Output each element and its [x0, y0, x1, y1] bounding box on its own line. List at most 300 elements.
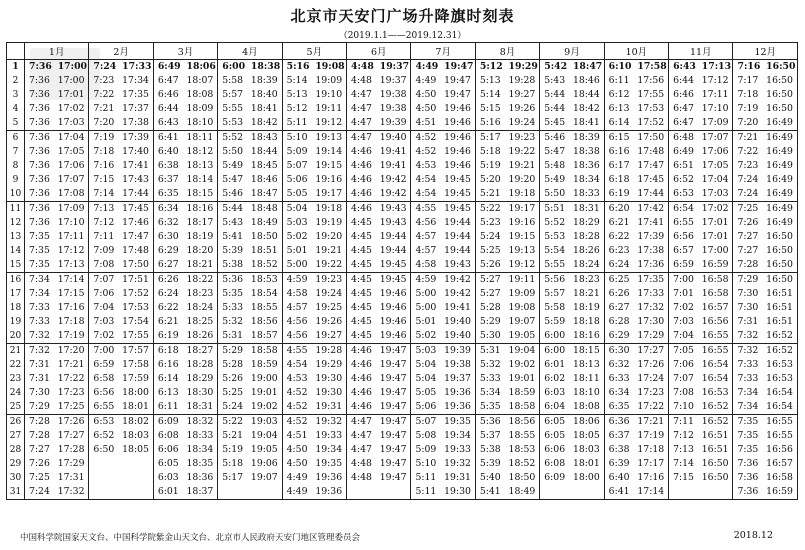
sunset-flag-lower-time: 17:16 — [636, 471, 668, 485]
sunset-flag-lower-time: 17:31 — [57, 471, 89, 485]
sunrise-flag-raise-time: 6:56 — [93, 387, 115, 398]
sunrise-flag-raise-time: 6:55 — [673, 217, 694, 228]
day-row — [7, 471, 798, 485]
sunset-flag-lower-time: 19:30 — [314, 372, 346, 386]
sunset-flag-lower-time: 17:02 — [57, 102, 89, 116]
sunset-flag-lower-time: 18:36 — [186, 471, 218, 485]
day-row — [7, 400, 798, 415]
sunset-flag-lower-time: 17:35 — [121, 88, 153, 102]
sunset-flag-lower-time: 17:10 — [57, 216, 89, 230]
sunrise-flag-raise-time: 7:18 — [737, 89, 759, 100]
sunset-flag-lower-time: 18:21 — [572, 287, 604, 301]
sunrise-flag-raise-time: 6:51 — [673, 160, 694, 171]
sunset-flag-lower-time: 19:28 — [314, 344, 346, 359]
sunrise-flag-raise-time: 7:04 — [673, 330, 694, 341]
day-row — [7, 429, 798, 443]
sunset-flag-lower-time: 17:23 — [57, 386, 89, 400]
sunrise-flag-raise-time: 6:22 — [608, 231, 630, 242]
sunset-flag-lower-time: 19:47 — [379, 443, 411, 457]
sunrise-flag-raise-time: 4:49 — [286, 472, 308, 483]
sunrise-flag-raise-time: 5:16 — [286, 61, 310, 72]
sunrise-flag-raise-time: 5:24 — [479, 231, 501, 242]
sunset-flag-lower-time: 17:51 — [121, 273, 153, 288]
sunrise-flag-raise-time: 5:06 — [415, 401, 437, 412]
sunset-flag-lower-time: 19:34 — [314, 443, 346, 457]
sunset-flag-lower-time: 17:01 — [701, 216, 733, 230]
sunrise-flag-raise-time: 7:35 — [733, 415, 765, 430]
sunrise-flag-raise-time: 6:23 — [608, 245, 630, 256]
day-number: 11 — [7, 202, 25, 217]
sunset-flag-lower-time: 19:16 — [508, 216, 540, 230]
sunset-flag-lower-time: 17:19 — [636, 429, 668, 443]
sunrise-flag-raise-time: 7:36 — [29, 188, 50, 199]
sunrise-flag-raise-time: 5:26 — [222, 373, 244, 384]
sunset-flag-lower-time: 16:49 — [765, 173, 797, 187]
sunset-flag-lower-time: 19:47 — [379, 457, 411, 471]
sunset-flag-lower-time: 19:17 — [508, 202, 540, 217]
sunrise-flag-raise-time: 5:39 — [479, 458, 501, 469]
sunset-flag-lower-time: 17:30 — [636, 315, 668, 329]
sunset-flag-lower-time: 18:26 — [572, 244, 604, 258]
sunset-flag-lower-time: 18:33 — [186, 429, 218, 443]
sunset-flag-lower-time: 16:54 — [701, 358, 733, 372]
sunrise-flag-raise-time: 6:47 — [673, 103, 694, 114]
sunset-flag-lower-time: 19:47 — [379, 386, 411, 400]
day-number: 7 — [7, 145, 25, 159]
sunrise-flag-raise-time: 7:28 — [737, 259, 759, 270]
sunset-flag-lower-time: 18:08 — [186, 88, 218, 102]
sunset-flag-lower-time: 18:23 — [186, 287, 218, 301]
sunrise-flag-raise-time: 7:12 — [93, 217, 115, 228]
sunrise-flag-raise-time: 5:35 — [479, 401, 501, 412]
sunset-flag-lower-time: 17:13 — [57, 258, 89, 273]
day-number: 24 — [7, 386, 25, 400]
day-number: 3 — [7, 88, 25, 102]
sunset-flag-lower-time: 18:44 — [572, 88, 604, 102]
sunrise-flag-raise-time: 5:57 — [222, 89, 244, 100]
sunrise-flag-raise-time: 5:28 — [479, 302, 501, 313]
sunrise-flag-raise-time: 6:19 — [608, 188, 630, 199]
sunset-flag-lower-time: 19:32 — [443, 457, 475, 471]
sunrise-flag-raise-time: 5:21 — [222, 430, 244, 441]
sunrise-flag-raise-time: 6:30 — [157, 231, 179, 242]
sunrise-flag-raise-time: 7:32 — [733, 344, 765, 359]
sunset-flag-lower-time: 17:50 — [636, 131, 668, 146]
sunset-flag-lower-time: 19:30 — [443, 485, 475, 500]
sunset-flag-lower-time: 16:56 — [701, 315, 733, 329]
day-number: 15 — [7, 258, 25, 273]
sunset-flag-lower-time: 17:58 — [121, 358, 153, 372]
sunrise-flag-raise-time: 6:27 — [157, 259, 179, 270]
sunrise-flag-raise-time: 6:24 — [608, 259, 630, 270]
sunset-flag-lower-time: 18:08 — [572, 400, 604, 415]
sunrise-flag-raise-time: 7:24 — [25, 485, 57, 500]
sunrise-flag-raise-time: 6:32 — [608, 359, 630, 370]
sunrise-flag-raise-time: 7:32 — [29, 330, 50, 341]
sunset-flag-lower-time: 18:59 — [508, 386, 540, 400]
sunrise-flag-raise-time — [89, 457, 121, 471]
sunset-flag-lower-time: 17:02 — [701, 202, 733, 217]
month-header: 8月 — [475, 43, 539, 60]
sunrise-flag-raise-time: 6:36 — [604, 415, 636, 430]
sunrise-flag-raise-time: 4:52 — [282, 415, 314, 430]
day-number: 2 — [7, 74, 25, 88]
day-number: 31 — [7, 485, 25, 500]
sunset-flag-lower-time: 19:44 — [443, 244, 475, 258]
sunset-flag-lower-time: 16:57 — [765, 457, 797, 471]
sunset-flag-lower-time: 16:50 — [765, 258, 797, 273]
sunrise-flag-raise-time: 4:55 — [411, 202, 443, 217]
sunset-flag-lower-time: 18:48 — [250, 202, 282, 217]
sunrise-flag-raise-time: 7:02 — [93, 330, 115, 341]
sunrise-flag-raise-time: 5:03 — [286, 217, 308, 228]
sunrise-flag-raise-time: 4:47 — [351, 89, 372, 100]
sunrise-flag-raise-time: 5:15 — [479, 103, 501, 114]
sunset-flag-lower-time: 19:16 — [314, 173, 346, 187]
sunrise-flag-raise-time: 4:48 — [351, 61, 374, 72]
sunset-flag-lower-time: 18:05 — [572, 429, 604, 443]
sunrise-flag-raise-time: 6:01 — [544, 359, 566, 370]
month-header: 6月 — [347, 43, 411, 60]
sunset-flag-lower-time: 19:47 — [443, 88, 475, 102]
day-row — [7, 187, 798, 202]
sunrise-flag-raise-time: 6:50 — [93, 444, 115, 455]
sunset-flag-lower-time: 17:59 — [121, 372, 153, 386]
sunset-flag-lower-time: 19:15 — [314, 159, 346, 173]
sunset-flag-lower-time: 18:30 — [186, 386, 218, 400]
sunrise-flag-raise-time: 4:45 — [347, 273, 379, 288]
day-number: 20 — [7, 329, 25, 344]
sunrise-flag-raise-time: 5:10 — [282, 131, 314, 146]
sunrise-flag-raise-time: 7:13 — [673, 444, 694, 455]
sunset-flag-lower-time: 16:50 — [765, 60, 797, 75]
sunset-flag-lower-time: 18:49 — [250, 216, 282, 230]
sunset-flag-lower-time: 18:13 — [186, 159, 218, 173]
sunrise-flag-raise-time: 6:43 — [157, 117, 179, 128]
sunrise-flag-raise-time: 6:30 — [604, 344, 636, 359]
sunrise-flag-raise-time: 5:33 — [479, 373, 501, 384]
sunset-flag-lower-time: 17:45 — [636, 173, 668, 187]
day-number: 29 — [7, 457, 25, 471]
day-header — [7, 43, 25, 60]
sunset-flag-lower-time: 18:38 — [250, 61, 281, 72]
sunset-flag-lower-time: 16:53 — [765, 372, 797, 386]
sunset-flag-lower-time: 16:58 — [765, 471, 797, 485]
sunset-flag-lower-time: 16:50 — [701, 471, 733, 485]
sunset-flag-lower-time: 18:28 — [572, 230, 604, 244]
sunrise-flag-raise-time: 4:47 — [351, 430, 372, 441]
sunset-flag-lower-time: 17:03 — [701, 187, 733, 202]
sunset-flag-lower-time: 17:35 — [636, 273, 668, 288]
sunset-flag-lower-time: 19:20 — [508, 173, 540, 187]
sunset-flag-lower-time: 19:47 — [379, 400, 411, 415]
sunrise-flag-raise-time: 4:45 — [351, 217, 372, 228]
sunrise-flag-raise-time: 7:30 — [29, 387, 50, 398]
sunset-flag-lower-time: 19:39 — [443, 344, 475, 359]
sunrise-flag-raise-time: 6:46 — [157, 89, 179, 100]
day-row — [7, 60, 798, 75]
sunrise-flag-raise-time — [540, 485, 572, 500]
sunrise-flag-raise-time: 7:36 — [29, 89, 50, 100]
sunrise-flag-raise-time: 7:35 — [29, 259, 50, 270]
sunrise-flag-raise-time: 7:34 — [25, 273, 57, 288]
sunrise-flag-raise-time: 5:41 — [475, 485, 507, 500]
sunrise-flag-raise-time: 4:47 — [351, 103, 372, 114]
sunset-flag-lower-time: 18:41 — [250, 102, 282, 116]
sunrise-flag-raise-time: 7:36 — [29, 75, 50, 86]
sunset-flag-lower-time: 19:46 — [443, 159, 475, 173]
sunrise-flag-raise-time: 4:48 — [351, 458, 372, 469]
sunset-flag-lower-time: 19:26 — [508, 102, 540, 116]
sunset-flag-lower-time: 17:12 — [57, 244, 89, 258]
sunset-flag-lower-time: 17:58 — [637, 61, 667, 72]
sunset-flag-lower-time: 19:39 — [379, 116, 411, 131]
sunrise-flag-raise-time: 5:56 — [540, 273, 572, 288]
sunrise-flag-raise-time: 5:36 — [218, 273, 250, 288]
sunset-flag-lower-time: 19:14 — [314, 145, 346, 159]
sunrise-flag-raise-time: 4:58 — [286, 288, 308, 299]
sunset-flag-lower-time: 17:05 — [701, 159, 733, 173]
sunrise-flag-raise-time: 6:21 — [608, 217, 630, 228]
sunrise-flag-raise-time: 7:19 — [737, 103, 759, 114]
sunrise-flag-raise-time: 7:21 — [93, 103, 115, 114]
day-row — [7, 88, 798, 102]
sunrise-flag-raise-time: 7:00 — [669, 273, 701, 288]
sunset-flag-lower-time: 17:10 — [701, 102, 733, 116]
sunrise-flag-raise-time: 7:29 — [29, 401, 50, 412]
sunrise-flag-raise-time: 6:09 — [544, 472, 566, 483]
day-number: 28 — [7, 443, 25, 457]
day-row — [7, 159, 798, 173]
sunset-flag-lower-time: 17:01 — [57, 88, 89, 102]
sunset-flag-lower-time: 19:38 — [379, 102, 411, 116]
sunset-flag-lower-time: 19:05 — [508, 329, 540, 344]
sunset-flag-lower-time: 18:29 — [186, 372, 218, 386]
sunset-flag-lower-time: 17:37 — [121, 102, 153, 116]
day-number: 10 — [7, 187, 25, 202]
sunrise-flag-raise-time: 6:44 — [673, 75, 694, 86]
sunset-flag-lower-time: 17:19 — [57, 329, 89, 344]
sunrise-flag-raise-time: 5:58 — [222, 75, 244, 86]
sunrise-flag-raise-time: 7:36 — [29, 146, 50, 157]
sunrise-flag-raise-time: 6:20 — [604, 202, 636, 217]
sunrise-flag-raise-time: 4:57 — [415, 231, 437, 242]
sunrise-flag-raise-time: 4:49 — [415, 75, 437, 86]
sunset-flag-lower-time: 19:11 — [508, 273, 540, 288]
sunrise-flag-raise-time: 5:43 — [544, 75, 566, 86]
sunrise-flag-raise-time: 6:34 — [153, 202, 185, 217]
sunset-flag-lower-time: 18:11 — [572, 372, 604, 386]
sunset-flag-lower-time: 19:47 — [379, 372, 411, 386]
day-row — [7, 315, 798, 329]
sunset-flag-lower-time — [701, 485, 733, 500]
sunset-flag-lower-time: 18:56 — [250, 315, 282, 329]
sunrise-flag-raise-time: 7:34 — [737, 401, 759, 412]
sunset-flag-lower-time: 17:39 — [636, 230, 668, 244]
sunset-flag-lower-time: 16:58 — [701, 287, 733, 301]
sunrise-flag-raise-time: 7:35 — [737, 444, 759, 455]
sunset-flag-lower-time: 19:21 — [314, 244, 346, 258]
sunrise-flag-raise-time: 7:15 — [673, 472, 694, 483]
sunset-flag-lower-time: 18:47 — [572, 61, 603, 72]
sunrise-flag-raise-time: 7:36 — [29, 117, 50, 128]
sunset-flag-lower-time — [379, 485, 411, 500]
sunrise-flag-raise-time: 4:47 — [351, 444, 372, 455]
sunrise-flag-raise-time: 5:07 — [286, 160, 308, 171]
sunrise-flag-raise-time: 6:22 — [157, 302, 179, 313]
sunset-flag-lower-time: 19:36 — [443, 400, 475, 415]
sunrise-flag-raise-time: 7:13 — [89, 202, 121, 217]
sunrise-flag-raise-time: 6:32 — [157, 217, 179, 228]
sunset-flag-lower-time: 16:51 — [765, 315, 797, 329]
sunrise-flag-raise-time: 4:45 — [351, 231, 372, 242]
sunrise-flag-raise-time: 6:39 — [608, 458, 630, 469]
sunset-flag-lower-time: 18:16 — [572, 329, 604, 344]
sunrise-flag-raise-time: 6:13 — [608, 103, 630, 114]
sunset-flag-lower-time: 17:15 — [57, 287, 89, 301]
sunset-flag-lower-time: 19:44 — [379, 244, 411, 258]
sunrise-flag-raise-time: 7:36 — [25, 131, 57, 146]
sunset-flag-lower-time: 17:40 — [121, 145, 153, 159]
sunset-flag-lower-time: 19:41 — [379, 145, 411, 159]
sunrise-flag-raise-time: 5:16 — [479, 117, 501, 128]
sunset-flag-lower-time: 18:15 — [186, 187, 218, 202]
sunset-flag-lower-time: 19:13 — [508, 244, 540, 258]
day-number: 17 — [7, 287, 25, 301]
sunset-flag-lower-time: 16:51 — [701, 443, 733, 457]
sunrise-flag-raise-time: 7:08 — [93, 259, 115, 270]
sunrise-flag-raise-time: 7:02 — [673, 302, 694, 313]
sunset-flag-lower-time: 19:40 — [379, 131, 411, 146]
sunset-flag-lower-time: 18:46 — [572, 74, 604, 88]
day-number: 22 — [7, 358, 25, 372]
sunrise-flag-raise-time: 5:30 — [479, 330, 501, 341]
sunrise-flag-raise-time: 4:46 — [347, 344, 379, 359]
sunset-flag-lower-time: 17:03 — [57, 116, 89, 131]
sunrise-flag-raise-time: 5:20 — [479, 174, 501, 185]
sunrise-flag-raise-time: 7:25 — [733, 202, 765, 217]
sunrise-flag-raise-time: 5:29 — [218, 344, 250, 359]
sunset-flag-lower-time: 18:51 — [250, 244, 282, 258]
sunset-flag-lower-time: 19:47 — [443, 74, 475, 88]
sunrise-flag-raise-time: 4:55 — [282, 344, 314, 359]
sunrise-flag-raise-time: 7:36 — [737, 472, 759, 483]
sunrise-flag-raise-time: 6:11 — [157, 401, 179, 412]
day-row — [7, 457, 798, 471]
sunset-flag-lower-time: 18:41 — [572, 116, 604, 131]
sunrise-flag-raise-time: 5:43 — [222, 217, 244, 228]
sunset-flag-lower-time: 18:01 — [121, 400, 153, 415]
sunrise-flag-raise-time: 4:57 — [415, 245, 437, 256]
sunset-flag-lower-time: 16:55 — [765, 415, 797, 430]
sunset-flag-lower-time: 19:40 — [443, 329, 475, 344]
sunrise-flag-raise-time: 7:34 — [737, 387, 759, 398]
sunset-flag-lower-time: 18:46 — [250, 173, 282, 187]
day-row — [7, 116, 798, 131]
sunset-flag-lower-time: 18:24 — [572, 258, 604, 273]
sunrise-flag-raise-time: 7:24 — [737, 174, 759, 185]
sunrise-flag-raise-time: 7:19 — [89, 131, 121, 146]
sunrise-flag-raise-time: 4:51 — [286, 430, 308, 441]
sunset-flag-lower-time: 18:05 — [121, 443, 153, 457]
sunset-flag-lower-time: 17:47 — [121, 230, 153, 244]
sunset-flag-lower-time: 17:44 — [121, 187, 153, 202]
sunrise-flag-raise-time: 6:53 — [673, 188, 694, 199]
sunset-flag-lower-time: 17:25 — [57, 400, 89, 415]
sunrise-flag-raise-time: 6:00 — [544, 330, 566, 341]
sunrise-flag-raise-time: 6:47 — [673, 117, 694, 128]
sunrise-flag-raise-time: 7:06 — [93, 288, 115, 299]
sunrise-flag-raise-time: 6:41 — [604, 485, 636, 500]
sunrise-flag-raise-time: 4:45 — [351, 288, 372, 299]
sunrise-flag-raise-time: 5:40 — [479, 472, 501, 483]
sunrise-flag-raise-time: 5:27 — [479, 288, 501, 299]
sunset-flag-lower-time: 16:52 — [701, 415, 733, 430]
sunrise-flag-raise-time: 7:28 — [29, 430, 50, 441]
sunset-flag-lower-time: 17:27 — [636, 344, 668, 359]
sunrise-flag-raise-time: 5:09 — [286, 146, 308, 157]
sunrise-flag-raise-time: 5:44 — [218, 202, 250, 217]
sunset-flag-lower-time: 18:52 — [508, 457, 540, 471]
sunrise-flag-raise-time: 7:36 — [29, 174, 50, 185]
sunrise-flag-raise-time: 5:24 — [222, 401, 244, 412]
sunrise-flag-raise-time: 5:28 — [222, 359, 244, 370]
sunrise-flag-raise-time: 7:35 — [737, 430, 759, 441]
sunset-flag-lower-time: 18:11 — [186, 131, 218, 146]
sunrise-flag-raise-time: 5:32 — [479, 359, 501, 370]
sunrise-flag-raise-time: 4:50 — [415, 89, 437, 100]
sunrise-flag-raise-time: 5:18 — [479, 146, 501, 157]
sunrise-flag-raise-time: 5:38 — [479, 444, 501, 455]
sunrise-flag-raise-time: 4:47 — [347, 131, 379, 146]
sunrise-flag-raise-time: 4:50 — [286, 458, 308, 469]
sunrise-flag-raise-time: 7:04 — [93, 302, 115, 313]
sunset-flag-lower-time: 17:18 — [57, 315, 89, 329]
sunrise-flag-raise-time: 6:08 — [544, 458, 566, 469]
sunrise-flag-raise-time: 7:33 — [737, 373, 759, 384]
sunset-flag-lower-time: 17:11 — [701, 88, 733, 102]
sunset-flag-lower-time: 19:36 — [443, 386, 475, 400]
sunset-flag-lower-time: 19:37 — [379, 74, 411, 88]
sunrise-flag-raise-time: 7:07 — [89, 273, 121, 288]
sunset-flag-lower-time: 19:23 — [508, 131, 540, 146]
sunset-flag-lower-time: 19:17 — [314, 187, 346, 202]
sunset-flag-lower-time: 17:21 — [636, 415, 668, 430]
sunset-flag-lower-time: 19:40 — [443, 315, 475, 329]
sunrise-flag-raise-time: 5:53 — [222, 117, 244, 128]
sunrise-flag-raise-time: 7:11 — [669, 415, 701, 430]
sunset-flag-lower-time: 18:24 — [186, 301, 218, 315]
sunrise-flag-raise-time: 5:57 — [544, 288, 566, 299]
sunrise-flag-raise-time: 5:47 — [222, 174, 244, 185]
sunset-flag-lower-time: 17:04 — [701, 173, 733, 187]
page-title: 北京市天安门广场升降旗时刻表 — [290, 7, 515, 25]
sunrise-flag-raise-time: 6:26 — [153, 273, 185, 288]
sunset-flag-lower-time: 19:09 — [508, 287, 540, 301]
sunrise-flag-raise-time: 4:48 — [351, 472, 372, 483]
sunrise-flag-raise-time: 5:01 — [415, 316, 437, 327]
sunrise-flag-raise-time: 7:14 — [93, 188, 115, 199]
sunrise-flag-raise-time: 5:39 — [222, 245, 244, 256]
day-number: 18 — [7, 301, 25, 315]
sunrise-flag-raise-time: 6:33 — [608, 373, 630, 384]
sunset-flag-lower-time: 17:16 — [57, 301, 89, 315]
sunrise-flag-raise-time: 5:07 — [411, 415, 443, 430]
sunset-flag-lower-time: 18:58 — [508, 400, 540, 415]
sunrise-flag-raise-time: 4:53 — [415, 160, 437, 171]
sunset-flag-lower-time: 17:04 — [57, 131, 89, 146]
sunrise-flag-raise-time: 4:50 — [415, 103, 437, 114]
